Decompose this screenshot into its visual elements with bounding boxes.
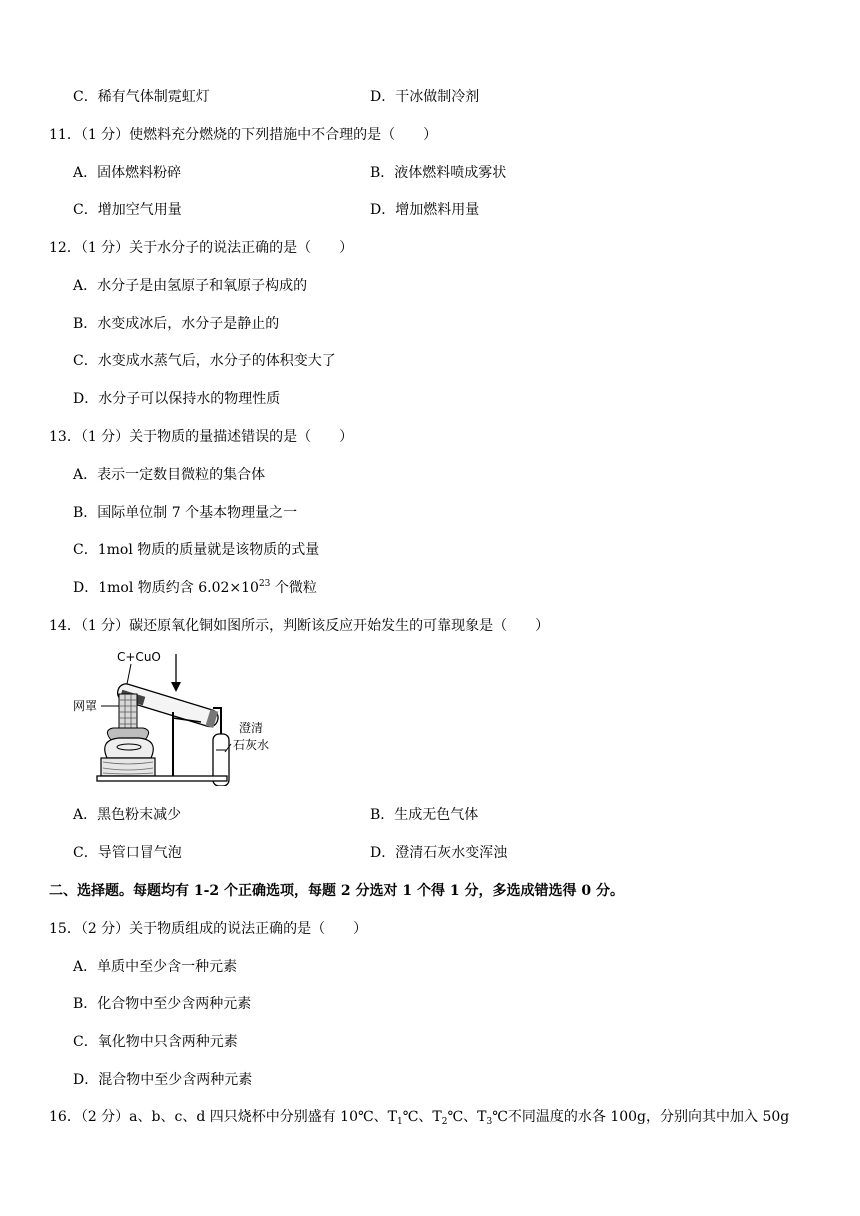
q16-stem-part: ℃不同温度的水各 100g，分别向其中加入 50g — [492, 1109, 790, 1125]
label-reactants: C+CuO — [117, 650, 161, 664]
q12-stem: 12．（1 分）关于水分子的说法正确的是（ ） — [49, 240, 354, 256]
q16-stem-part: 16．（2 分）a、b、c、d 四只烧杯中分别盛有 10℃、T — [49, 1109, 397, 1125]
q16-stem-part: ℃、T — [447, 1109, 487, 1125]
q11-option-c: C．增加空气用量 — [73, 202, 182, 218]
arrow-icon — [171, 682, 181, 692]
q11-stem: 11．（1 分）使燃料充分燃烧的下列措施中不合理的是（ ） — [49, 127, 438, 143]
q10-option-d: D．干冰做制冷剂 — [370, 89, 480, 105]
q14-stem: 14．（1 分）碳还原氧化铜如图所示，判断该反应开始发生的可靠现象是（ ） — [49, 618, 550, 634]
q15-stem: 15．（2 分）关于物质组成的说法正确的是（ ） — [49, 921, 368, 937]
q10-option-c: C．稀有气体制霓虹灯 — [73, 89, 210, 105]
label-mesh: 网罩 — [73, 699, 98, 713]
q14-option-a: A．黑色粉末减少 — [73, 807, 182, 823]
subscript: 2 — [441, 1117, 448, 1127]
q15-option-d: D．混合物中至少含两种元素 — [73, 1072, 253, 1088]
q11-option-b: B．液体燃料喷成雾状 — [370, 165, 507, 181]
q13-option-d-suffix: 个微粒 — [270, 580, 317, 596]
q11-option-a: A．固体燃料粉碎 — [73, 165, 182, 181]
subscript: 3 — [486, 1117, 493, 1127]
section-heading: 二、选择题。每题均有 1-2 个正确选项，每题 2 分选对 1 个得 1 分，多选成错选得 0 分。 — [49, 883, 624, 899]
q15-option-a: A．单质中至少含一种元素 — [73, 959, 238, 975]
apparatus-figure — [73, 648, 283, 786]
q15-option-b: B．化合物中至少含两种元素 — [73, 996, 252, 1012]
q11-option-d: D．增加燃料用量 — [370, 202, 480, 218]
q13-option-d — [73, 579, 317, 597]
q14-option-c: C．导管口冒气泡 — [73, 845, 182, 861]
q16-stem-part: ℃、T — [402, 1109, 442, 1125]
reactants-leader — [127, 664, 131, 684]
alcohol-lamp — [105, 738, 154, 758]
q12-option-c: C．水变成水蒸气后，水分子的体积变大了 — [73, 353, 336, 369]
q12-option-a: A．水分子是由氢原子和氧原子构成的 — [73, 278, 308, 294]
q12-option-d: D．水分子可以保持水的物理性质 — [73, 391, 281, 407]
q13-option-c: C．1mol 物质的质量就是该物质的式量 — [73, 542, 320, 558]
q16-stem — [49, 1108, 789, 1126]
q13-option-b: B．国际单位制 7 个基本物理量之一 — [73, 505, 298, 521]
label-limewater-2: 石灰水 — [233, 738, 270, 752]
q13-option-d-text: D．1mol 物质约含 6.02×10 — [73, 580, 259, 596]
q13-option-a: A．表示一定数目微粒的集合体 — [73, 467, 266, 483]
stand-base — [97, 776, 227, 781]
q13-stem: 13．（1 分）关于物质的量描述错误的是（ ） — [49, 429, 354, 445]
q14-option-b: B．生成无色气体 — [370, 807, 479, 823]
label-limewater-1: 澄清 — [239, 721, 264, 735]
exponent: 23 — [258, 579, 271, 589]
q12-option-b: B．水变成冰后，水分子是静止的 — [73, 316, 280, 332]
q14-option-d: D．澄清石灰水变浑浊 — [370, 845, 508, 861]
subscript: 1 — [397, 1117, 403, 1127]
q15-option-c: C．氧化物中只含两种元素 — [73, 1034, 238, 1050]
